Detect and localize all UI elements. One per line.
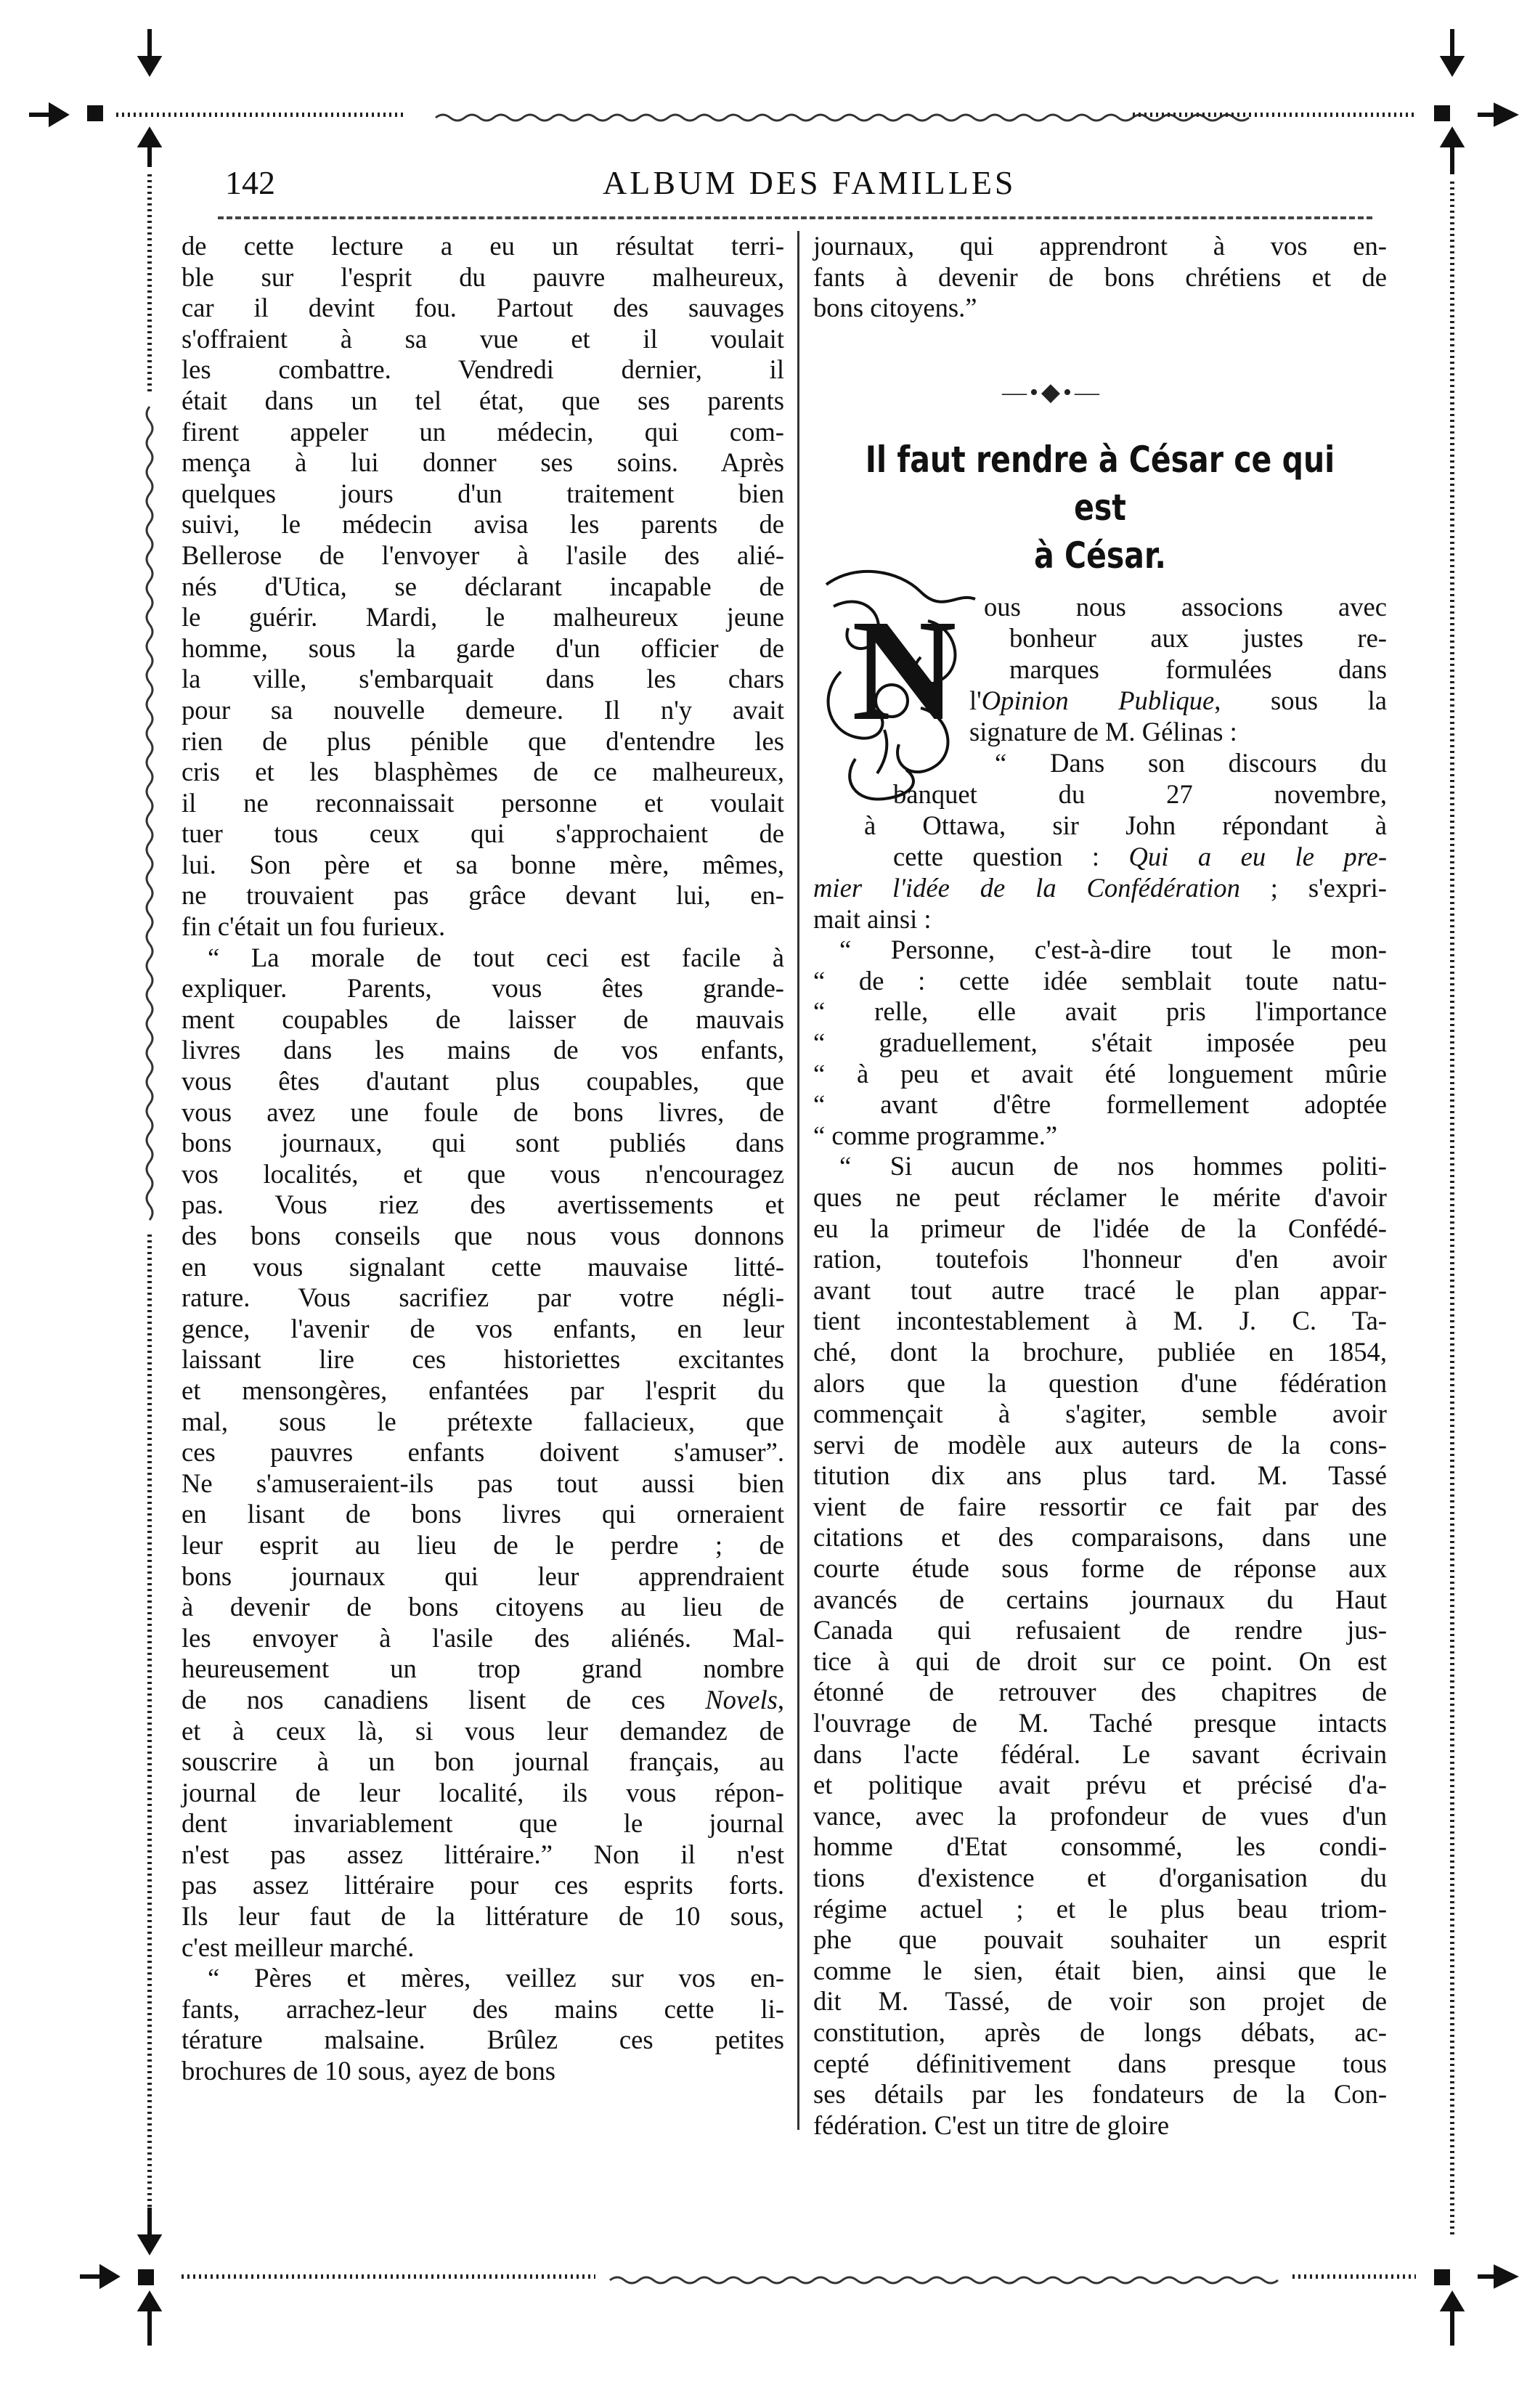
text-line: “ Si aucun de nos hommes politi- (839, 1151, 1387, 1181)
text-line: servi de modèle aux auteurs de la cons- (813, 1429, 1387, 1460)
text-line: rature. Vous sacrifiez par votre négli- (182, 1282, 784, 1313)
text-line: ces pauvres enfants doivent s'amuser”. (182, 1437, 784, 1468)
text-line: vos localités, et que vous n'encouragez (182, 1158, 784, 1189)
text-line: térature malsaine. Brûlez ces petites (182, 2025, 784, 2055)
text-line: de nos canadiens lisent de ces Novels, (182, 1684, 784, 1715)
text-line: avant tout autre tracé le plan appar- (813, 1274, 1387, 1305)
text-line: pas assez littéraire pour ces esprits forts. (182, 1870, 784, 1900)
text-line: fants à devenir de bons chrétiens et de (813, 261, 1387, 292)
text-line: pour sa nouvelle demeure. Il n'y avait (182, 694, 784, 725)
text-line: dent invariablement que le journal (182, 1808, 784, 1839)
text-line: “ comme programme.” (813, 1120, 1058, 1150)
text-line: à Ottawa, sir John répondant à (864, 810, 1387, 840)
text-line: bonheur aux justes re- (1009, 623, 1387, 653)
text-line: “ Dans son discours du (995, 748, 1387, 778)
text-line: commençait à s'agiter, semble avoir (813, 1399, 1387, 1429)
text-line: mier l'idée de la Confédération ; s'expri- (813, 873, 1387, 903)
text-line: car il devint fou. Partout des sauvages (182, 293, 784, 323)
text-line: dans l'acte fédéral. Le savant écrivain (813, 1738, 1387, 1769)
text-line: livres dans les mains de vos enfants, (182, 1035, 784, 1065)
text-line: journal de leur localité, ils vous répon- (182, 1777, 784, 1807)
text-line: nés d'Utica, se déclarant incapable de (182, 571, 784, 601)
text-line: “ de : cette idée semblait toute natu- (813, 965, 1387, 996)
article-title-line-1: Il faut rendre à César ce qui est (865, 439, 1335, 529)
text-line: les envoyer à l'asile des aliénés. Mal- (182, 1622, 784, 1653)
text-line: citations et des comparaisons, dans une (813, 1522, 1387, 1553)
article-title (865, 436, 1335, 579)
paragraph (813, 873, 1387, 935)
text-line: c'est meilleur marché. (182, 1932, 415, 1962)
text-line: laissant lire ces historiettes excitantes (182, 1344, 784, 1375)
text-line: vient de faire ressortir ce fait par des (813, 1491, 1387, 1521)
text-line: l'Opinion Publique, sous la (969, 686, 1387, 715)
left-column (182, 231, 784, 2087)
right-column-body (813, 873, 1387, 2141)
text-line: firent appeler un médecin, qui com- (182, 416, 784, 447)
text-line: vous avez une foule de bons livres, de (182, 1097, 784, 1127)
text-line: et à ceux là, si vous leur demandez de (182, 1715, 784, 1746)
text-line: lui. Son père et sa bonne mère, mêmes, (182, 849, 784, 879)
text-line: étonné de retrouver des chapitres de (813, 1677, 1387, 1707)
text-line: avancés de certains journaux du Haut (813, 1584, 1387, 1614)
text-line: “ relle, elle avait pris l'importance (813, 996, 1387, 1027)
text-line: rien de plus pénible que d'entendre les (182, 725, 784, 756)
text-line: bons citoyens.” (813, 293, 977, 323)
text-line: ché, dont la brochure, publiée en 1854, (813, 1336, 1387, 1367)
text-line: régime actuel ; et le plus beau triom- (813, 1893, 1387, 1924)
text-line: des bons conseils que nous vous donnons (182, 1221, 784, 1250)
text-line: dit M. Tassé, de voir son projet de (813, 1986, 1387, 2017)
text-line: alors que la question d'une fédération (813, 1367, 1387, 1398)
text-line: courte étude sous forme de réponse aux (813, 1553, 1387, 1584)
text-line: brochures de 10 sous, ayez de bons (182, 2056, 556, 2086)
paragraph (813, 935, 1387, 1151)
column-divider (797, 231, 799, 2130)
text-line: et mensongères, enfantées par l'esprit du (182, 1375, 784, 1405)
text-line: en lisant de bons livres qui orneraient (182, 1499, 784, 1529)
text-line: était dans un tel état, que ses parents (182, 385, 784, 415)
text-line: Ils leur faut de la littérature de 10 sous, (182, 1901, 784, 1932)
running-head: ALBUM DES FAMILLES (603, 164, 1017, 201)
text-line: mait ainsi : (813, 903, 932, 934)
right-column-continuation (813, 231, 1387, 324)
paragraph (182, 1963, 784, 2086)
text-line: constitution, après de longs débats, ac- (813, 2017, 1387, 2047)
dropcap-ornament (812, 563, 982, 806)
text-line: suivi, le médecin avisa les parents de (182, 509, 784, 540)
text-line: Canada qui refusaient de rendre jus- (813, 1615, 1387, 1646)
header-rule (218, 216, 1372, 219)
text-line: mal, sous le prétexte fallacieux, que (182, 1406, 784, 1436)
text-line: tuer tous ceux qui s'approchaient de (182, 818, 784, 849)
text-line: “ à peu et avait été longuement mûrie (813, 1058, 1387, 1089)
text-line: bons journaux qui leur apprendraient (182, 1561, 784, 1591)
text-line: homme, sous la garde d'un officier de (182, 632, 784, 663)
text-line: ses détails par les fondateurs de la Con- (813, 2079, 1387, 2110)
text-line: tions d'existence et d'organisation du (813, 1863, 1387, 1892)
text-line: Ne s'amuseraient-ils pas tout aussi bien (182, 1468, 784, 1498)
text-line: ration, toutefois l'honneur d'en avoir (813, 1244, 1387, 1274)
text-line: pas. Vous riez des avertissements et (182, 1189, 784, 1220)
text-line: vance, avec la profondeur de vues d'un (813, 1800, 1387, 1831)
text-line: marques formulées dans (1009, 654, 1387, 684)
text-line: heureusement un trop grand nombre (182, 1654, 784, 1684)
text-line: mença à lui donner ses soins. Après (182, 447, 784, 478)
text-line: ous nous associons avec (984, 592, 1387, 622)
text-line: quelques jours d'un traitement bien (182, 478, 784, 508)
text-line: bons journaux, qui sont publiés dans (182, 1128, 784, 1158)
text-line: titution dix ans plus tard. M. Tassé (813, 1460, 1387, 1491)
text-line: “ graduellement, s'était imposée peu (813, 1027, 1387, 1057)
text-line: “ Pères et mères, veillez sur vos en- (208, 1963, 784, 1993)
text-line: banquet du 27 novembre, (893, 779, 1387, 809)
text-line: de cette lecture a eu un résultat terri- (182, 231, 784, 261)
text-line: vous êtes d'autant plus coupables, que (182, 1066, 784, 1097)
text-line: fin c'était un fou furieux. (182, 911, 446, 942)
dropcap-letter: N (852, 590, 957, 751)
text-line: il ne reconnaissait personne et voulait (182, 787, 784, 818)
text-line: Bellerose de l'envoyer à l'asile des alié- (182, 540, 784, 570)
text-line: phe que pouvait souhaiter un esprit (813, 1924, 1387, 1955)
paragraph (182, 231, 784, 943)
text-line: ques ne peut réclamer le mérite d'avoir (813, 1181, 1387, 1212)
text-line: “ La morale de tout ceci est facile à (208, 942, 784, 972)
text-line: fants, arrachez-leur des mains cette li- (182, 1993, 784, 2024)
text-line: “ avant d'être formellement adoptée (813, 1089, 1387, 1120)
text-line: gence, l'avenir de vos enfants, en leur (182, 1313, 784, 1343)
text-line: ment coupables de laisser de mauvais (182, 1004, 784, 1034)
text-line: leur esprit au lieu de le perdre ; de (182, 1529, 784, 1560)
text-line: en vous signalant cette mauvaise litté- (182, 1251, 784, 1282)
text-line: la ville, s'embarquait dans les chars (182, 664, 784, 694)
text-line: expliquer. Parents, vous êtes grande- (182, 973, 784, 1004)
text-line: “ Personne, c'est-à-dire tout le mon- (839, 935, 1387, 965)
text-line: cette question : Qui a eu le pre- (893, 842, 1387, 871)
text-line: homme d'Etat consommé, les condi- (813, 1831, 1387, 1862)
page-number: 142 (225, 164, 275, 201)
text-line: à devenir de bons citoyens au lieu de (182, 1592, 784, 1622)
section-separator: —•◆•— (1002, 379, 1102, 406)
text-line: fédération. C'est un titre de gloire (813, 2110, 1170, 2140)
text-line: l'ouvrage de M. Taché presque intacts (813, 1708, 1387, 1738)
text-line: tice à qui de droit sur ce point. On est (813, 1646, 1387, 1676)
text-line: eu la primeur de l'idée de la Confédé- (813, 1213, 1387, 1243)
text-line: les combattre. Vendredi dernier, il (182, 354, 784, 385)
text-line: n'est pas assez littéraire.” Non il n'est (182, 1839, 784, 1869)
text-line: ne trouvaient pas grâce devant lui, en- (182, 880, 784, 911)
text-line: comme le sien, était bien, ainsi que le (813, 1955, 1387, 1985)
text-line: s'offraient à sa vue et il voulait (182, 323, 784, 354)
text-line: cepté définitivement dans presque tous (813, 2048, 1387, 2078)
paragraph (182, 943, 784, 1964)
text-line: journaux, qui apprendront à vos en- (813, 231, 1387, 261)
text-line: cris et les blasphèmes de ce malheureux, (182, 757, 784, 787)
article-title-line-2: à César. (1034, 534, 1166, 577)
paragraph (813, 1151, 1387, 2141)
text-line: et politique avait prévu et précisé d'a- (813, 1770, 1387, 1800)
text-line: tient incontestablement à M. J. C. Ta- (813, 1306, 1387, 1336)
text-line: souscrire à un bon journal français, au (182, 1746, 784, 1777)
text-line: signature de M. Gélinas : (969, 717, 1237, 747)
text-line: le guérir. Mardi, le malheureux jeune (182, 602, 784, 632)
text-line: ble sur l'esprit du pauvre malheureux, (182, 261, 784, 292)
